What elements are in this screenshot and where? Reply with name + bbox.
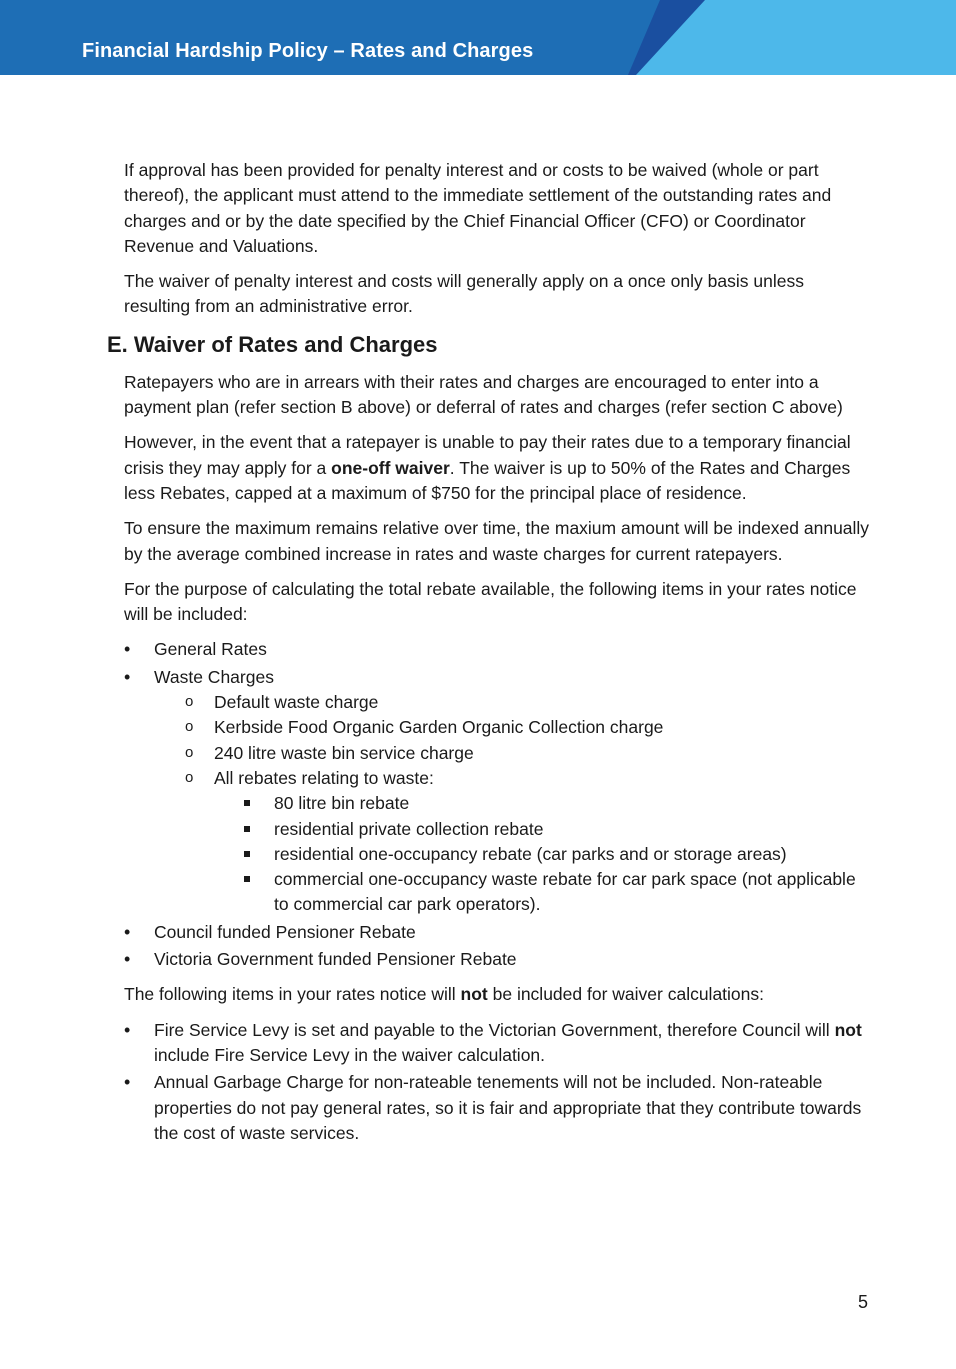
paragraph-payment-plan: Ratepayers who are in arrears with their rates and charges are encouraged to enter into a payment plan (refer section B above) or deferral of rates and charges (refer section C above) <box>124 371 843 418</box>
page-header-band <box>0 0 956 75</box>
intro-paragraph-1: If approval has been provided for penalty interest and or costs to be waived (whole or part thereof), the applicant must attend to the immediate settlement of the outstanding rates and charges and or by the date specified by the Chief Financial Officer (CFO) or Coordinator Revenue and Valuations. <box>124 160 832 256</box>
list-item: o Default waste charge <box>154 690 874 715</box>
bold-one-off-waiver: one-off waiver <box>331 457 450 478</box>
section-heading: E. Waiver of Rates and Charges <box>107 331 438 357</box>
header-decoration <box>0 0 956 75</box>
list-item: o All rebates relating to waste: 80 litre bin rebate residential private collection rebate residential one-occupancy rebate (car parks and or storage areas) commercial one-occupancy waste rebate for car park space (not applicable to commercial car park operators). <box>154 766 874 918</box>
waste-rebates-sublist <box>214 791 874 917</box>
list-item: residential private collection rebate <box>214 817 874 842</box>
list-item: • Council funded Pensioner Rebate <box>124 920 874 945</box>
waste-charges-sublist <box>154 690 874 918</box>
list-item: o 240 litre waste bin service charge <box>154 741 874 766</box>
list-item: commercial one-occupancy waste rebate for car park space (not applicable to commercial car park operators). <box>214 867 874 918</box>
bold-not: not <box>834 1019 862 1040</box>
list-item: • Victoria Government funded Pensioner Rebate <box>124 947 874 972</box>
page-number: 5 <box>858 1292 869 1312</box>
list-item: • Annual Garbage Charge for non-rateable tenements will not be included. Non-rateable properties do not pay general rates, so it is fair and appropriate that they contribute towards the cost of waste services. <box>124 1070 874 1146</box>
paragraph-indexing: To ensure the maximum remains relative over time, the maxium amount will be indexed annually by the average combined increase in rates and waste charges for current ratepayers. <box>124 518 870 564</box>
bold-not: not <box>460 984 488 1005</box>
paragraph-excluded-intro: The following items in your rates notice will not be included for waiver calculations: <box>124 984 765 1005</box>
paragraph-included-intro: For the purpose of calculating the total rebate available, the following items in your rates notice will be included: <box>124 578 857 625</box>
list-item: • General Rates <box>124 637 874 662</box>
excluded-items-list <box>124 1018 874 1146</box>
document-title: Financial Hardship Policy – Rates and Charges <box>82 40 534 62</box>
paragraph-one-off-waiver: However, in the event that a ratepayer is unable to pay their rates due to a temporary financial crisis they may apply for a one-off waiver. The waiver is up to 50% of the Rates and Charges less Rebates, capped at a maximum of $750 for the principal place of residence. <box>124 432 851 503</box>
list-item: o Kerbside Food Organic Garden Organic Collection charge <box>154 715 874 740</box>
list-item: • Fire Service Levy is set and payable to the Victorian Government, therefore Council will not include Fire Service Levy in the waiver calculation. <box>124 1018 874 1069</box>
list-item: residential one-occupancy rebate (car parks and or storage areas) <box>214 842 874 867</box>
list-item: 80 litre bin rebate <box>214 791 874 816</box>
included-items-list <box>124 637 874 972</box>
list-item: • Waste Charges o Default waste charge o Kerbside Food Organic Garden Organic Collection charge o 240 litre waste bin service charge o All rebates relating to waste: 80 litre bin rebate residential private collection rebate residential one-occupancy rebate (car parks and or storage areas) commercial one-occupancy waste rebate for car park space (not applicable to commercial car park operators). <box>124 665 874 918</box>
intro-paragraph-2: The waiver of penalty interest and costs will generally apply on a once only basis unless resulting from an administrative error. <box>124 271 804 317</box>
page-body <box>107 158 874 1156</box>
